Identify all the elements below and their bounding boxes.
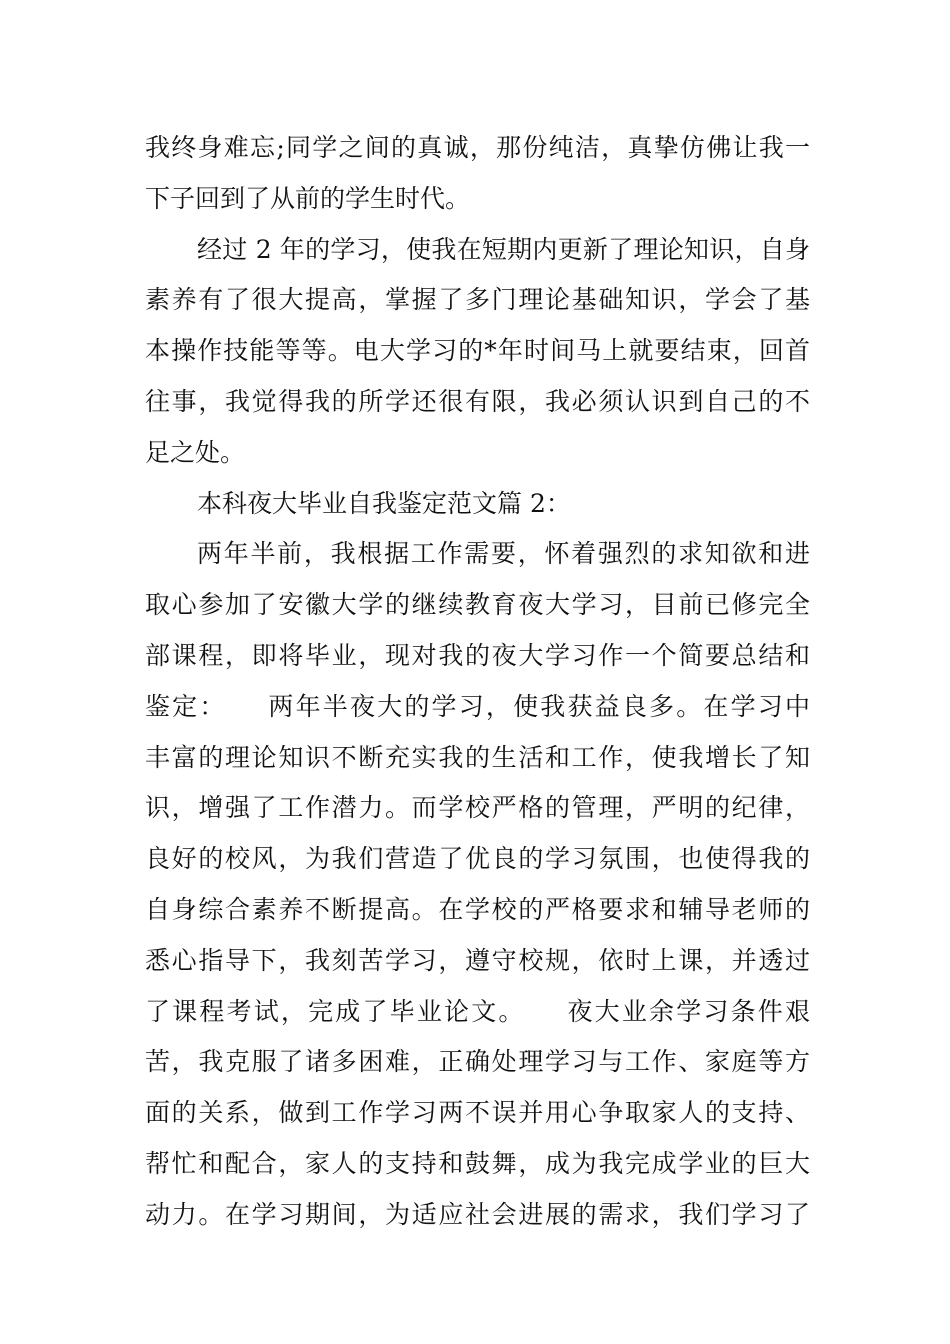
text-line-22: 动力。在学习期间，为适应社会进展的需求，我们学习了 [145, 1199, 810, 1229]
text-line-10: 取心参加了安徽大学的继续教育夜大学习，目前已修完全 [145, 590, 810, 620]
text-line-1: 我终身难忘;同学之间的真诚，那份纯洁，真挚仿佛让我一 [145, 133, 810, 162]
text-line-15: 良好的校风，为我们营造了优良的学习氛围，也使得我的 [145, 844, 810, 874]
body-text [145, 123, 810, 1241]
text-line-21: 帮忙和配合，家人的支持和鼓舞，成为我完成学业的巨大 [145, 1148, 810, 1178]
text-line-2: 下子回到了从前的学生时代。 [145, 183, 471, 213]
text-line-17: 悉心指导下，我刻苦学习，遵守校规，依时上课，并透过 [145, 945, 810, 975]
text-line-5: 本操作技能等等。电大学习的*年时间马上就要结束，回首 [145, 336, 810, 366]
text-line-6: 往事，我觉得我的所学还很有限，我必须认识到自己的不 [145, 386, 810, 416]
text-line-13: 丰富的理论知识不断充实我的生活和工作，使我增长了知 [145, 742, 810, 772]
section-heading: 本科夜大毕业自我鉴定范文篇 2： [197, 488, 571, 518]
text-line-16: 自身综合素养不断提高。在学校的严格要求和辅导老师的 [145, 894, 810, 924]
text-line-18: 了课程考试，完成了毕业论文。 夜大业余学习条件艰 [145, 996, 810, 1026]
text-line-3: 经过 2 年的学习，使我在短期内更新了理论知识，自身 [197, 234, 810, 264]
text-line-7: 足之处。 [145, 437, 246, 467]
text-line-12: 鉴定： 两年半夜大的学习，使我获益良多。在学习中 [145, 691, 810, 721]
text-line-11: 部课程，即将毕业，现对我的夜大学习作一个简要总结和 [145, 640, 810, 670]
text-line-19: 苦，我克服了诸多困难，正确处理学习与工作、家庭等方 [145, 1047, 810, 1077]
text-line-4: 素养有了很大提高，掌握了多门理论基础知识，学会了基 [145, 285, 810, 315]
text-line-14: 识，增强了工作潜力。而学校严格的管理，严明的纪律， [145, 793, 810, 823]
text-line-20: 面的关系，做到工作学习两不误并用心争取家人的支持、 [145, 1098, 810, 1128]
text-line-9: 两年半前，我根据工作需要，怀着强烈的求知欲和进 [197, 539, 810, 569]
